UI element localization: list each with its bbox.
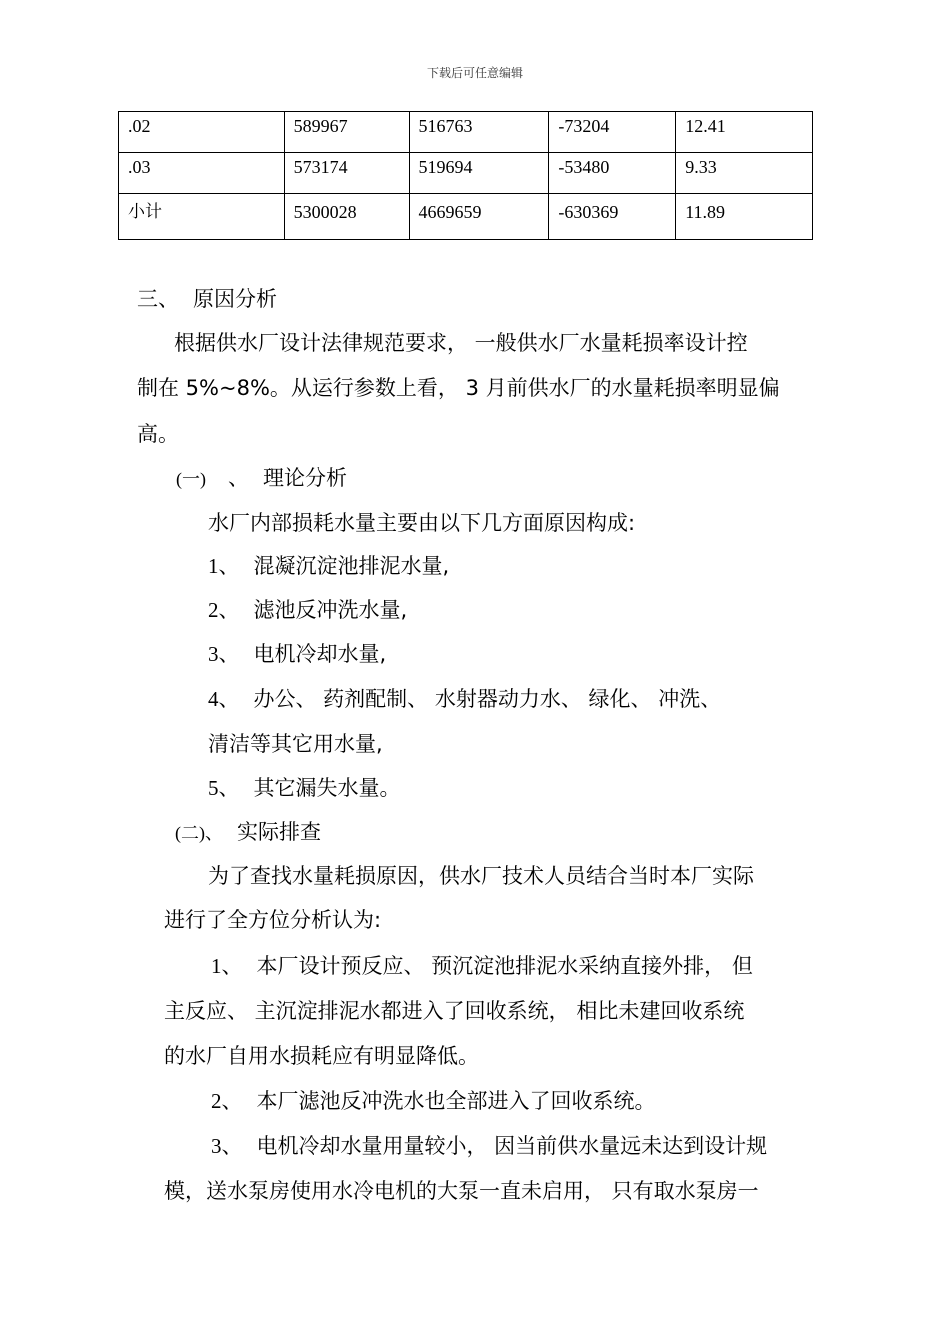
- paragraph-line: 水厂内部损耗水量主要由以下几方面原因构成:: [208, 511, 636, 535]
- list-number: 2、: [208, 598, 240, 622]
- section-title: 原因分析: [193, 287, 277, 311]
- list-number: 3、: [211, 1134, 243, 1158]
- list-number: 1、: [211, 954, 243, 978]
- list-number: 4、: [208, 687, 240, 711]
- paragraph-line: 模，送水泵房使用水冷电机的大泵一直未启用， 只有取水泵房一: [164, 1179, 759, 1203]
- subsection-separator: 、: [228, 466, 249, 490]
- subsection-number: (一): [176, 469, 206, 489]
- list-number: 3、: [208, 642, 240, 666]
- list-text: 本厂滤池反冲洗水也全部进入了回收系统。: [256, 1089, 656, 1113]
- table-cell: 573174: [284, 153, 409, 194]
- table-cell: 12.41: [676, 112, 813, 153]
- paragraph-line: [211, 952, 753, 980]
- paragraph-line: [211, 1087, 656, 1115]
- paragraph-line: 的水厂自用水损耗应有明显降低。: [164, 1044, 479, 1068]
- paragraph-line: 制在 5%~8%。从运行参数上看， 3 月前供水厂的水量耗损率明显偏: [137, 376, 780, 400]
- table-row-subtotal: [119, 194, 813, 240]
- subsection-number: (二)、: [175, 823, 223, 843]
- table-cell: -630369: [549, 194, 676, 240]
- paragraph-line: 高。: [137, 422, 179, 446]
- list-item: [208, 596, 407, 624]
- table-cell: 519694: [409, 153, 549, 194]
- table-cell: .03: [119, 153, 285, 194]
- table-cell: .02: [119, 112, 285, 153]
- list-text: 电机冷却水量用量较小， 因当前供水量远未达到设计规: [256, 1134, 768, 1158]
- section-heading: [137, 285, 277, 313]
- list-number: 1、: [208, 554, 240, 578]
- list-item: [208, 552, 449, 580]
- list-item: [208, 774, 401, 802]
- list-text: 其它漏失水量。: [253, 776, 401, 800]
- list-item: [208, 640, 386, 668]
- table-cell: 5300028: [284, 194, 409, 240]
- subsection-title: 理论分析: [263, 466, 347, 490]
- list-number: 5、: [208, 776, 240, 800]
- paragraph-line: 为了查找水量耗损原因，供水厂技术人员结合当时本厂实际: [208, 864, 754, 888]
- section-number: 三、: [137, 287, 179, 311]
- table-row: [119, 112, 813, 153]
- table-cell: 11.89: [676, 194, 813, 240]
- list-text: 办公、 药剂配制、 水射器动力水、 绿化、 冲洗、: [253, 687, 722, 711]
- subsection-heading: [175, 818, 321, 847]
- water-loss-table: [118, 111, 813, 240]
- list-text: 电机冷却水量,: [253, 642, 387, 666]
- table-cell: 589967: [284, 112, 409, 153]
- table-cell: 小计: [119, 194, 285, 240]
- list-text: 滤池反冲洗水量,: [253, 598, 408, 622]
- table-row: [119, 153, 813, 194]
- paragraph-line: 根据供水厂设计法律规范要求， 一般供水厂水量耗损率设计控: [174, 331, 748, 355]
- paragraph-line: [211, 1132, 767, 1160]
- list-text: 混凝沉淀池排泥水量,: [253, 554, 450, 578]
- subsection-heading: [176, 464, 347, 493]
- list-number: 2、: [211, 1089, 243, 1113]
- table-cell: 9.33: [676, 153, 813, 194]
- table-cell: 4669659: [409, 194, 549, 240]
- table-cell: -53480: [549, 153, 676, 194]
- page-header: 下载后可任意编辑: [426, 66, 523, 80]
- list-item: [208, 685, 721, 713]
- paragraph-line: 主反应、 主沉淀排泥水都进入了回收系统， 相比未建回收系统: [164, 999, 745, 1023]
- subsection-title: 实际排查: [237, 820, 321, 844]
- table-cell: 516763: [409, 112, 549, 153]
- paragraph-line: 进行了全方位分析认为:: [164, 908, 382, 932]
- table-cell: -73204: [549, 112, 676, 153]
- list-item-continuation: 清洁等其它用水量,: [208, 732, 383, 756]
- list-text: 本厂设计预反应、 预沉淀池排泥水采纳直接外排， 但: [256, 954, 753, 978]
